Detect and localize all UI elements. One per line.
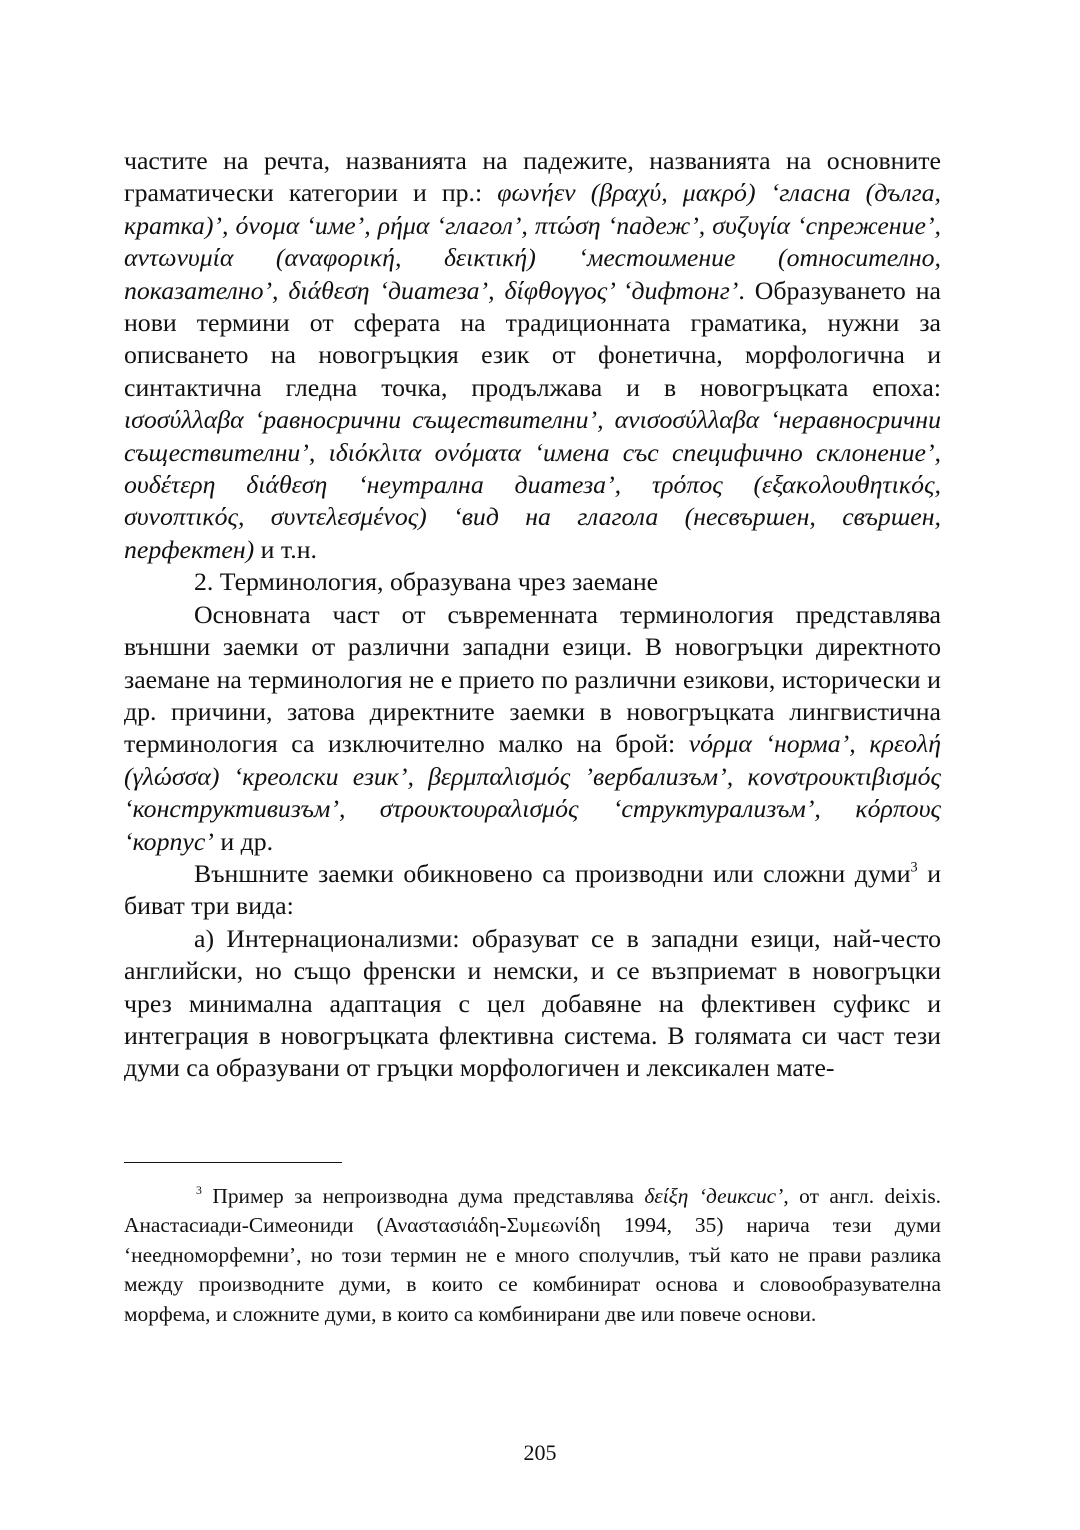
section-heading: 2. Терминология, образувана чрез заемане [194,567,659,597]
paragraph-1-text-c: и т.н. [254,534,317,564]
paragraph-2-greek-terms: νόρμα ‘норма’, κρεολή (γλώσσα) ‘креолски език’, βερμπαλισμός ’вербализъм’, κονστρουκτιβισμός ‘конструктивизъм’, στρουκτουραλισμός ‘структурализъм’, κόρπους ‘корпус’ [124,729,941,856]
footnote-text-b: , от англ. deixis. Анастасиади-Симеониди (Αναστασιάδη-Συμεωνίδη 1994, 35) нарича тези думи ‘нееднoморфемни’, но този термин не е много сполучлив, тъй като не прави разлика между производните думи, в които се комбинират основа и словообразувателна морфема, и сложните думи, в които са комбинирани две или повече основи. [124,1184,942,1326]
paragraph-1 [124,145,941,566]
paragraph-1-text-a: частите на речта, названията на падежите, названията на основните граматически категории и пр.: [124,146,941,208]
paragraph-1-greek-terms-a: φωνήεν (βραχύ, μακρό) ‘гласна (дълга, кратка)’, όνομα ‘име’, ρήμα ‘глагол’, πτώση ‘падеж’, συζυγία ‘спрежение’, αντωνυμία (αναφορική, δεικτική) ‘местоимение (относително, показателно’, διάθεση ‘диатеза’, δίφθογγος’ ‘дифтонг’ [124,178,941,305]
footnote-separator [124,1162,342,1163]
footnote-text [124,1182,941,1329]
paragraph-1-greek-terms-b: ισοσύλλαβα ‘равносрични съществителни’, ανισοσύλλαβα ‘неравносрични съществителни’, ιδιόκλιτα ονόματα ‘имена със специфично склонение’, ουδέτερη διάθεση ‘неутрална диатеза’, τρόπος (εξακολουθητικός, συνοπτικός, συντελεσμένος) ‘вид на глагола (несвършен, свършен, перфектен) [124,405,941,564]
paragraph-2 [124,599,941,858]
paragraph-2-text-b: и др. [213,826,274,856]
footnote-reference[interactable]: 3 [910,859,918,876]
page-number: 205 [523,1440,557,1465]
paragraph-3-text-a: Външните заемки обикновено са производни или сложни думи [194,858,911,888]
footnote [124,1182,941,1329]
paragraph-1-text-b: . Образуването на нови термини от сферата на традиционната граматика, нужни за описването на новогръцкия език от фонетична, морфологична и синтактична гледна точка, продължава и в новогръцката епоха: [124,275,941,402]
paragraph-2-text-a: Основната част от съвременната терминология представлява външни заемки от различни западни езици. В новогръцки директното заемане на терминология не е прието по различни езикови, исторически и др. причини, затова директните заемки в новогръцката лингвистична терминология са изключително малко на брой: [124,599,941,759]
footnote-number: 3 [196,1184,202,1198]
footnote-greek-term: δείξη ‘деиксис’ [644,1184,784,1208]
paragraph-4 [124,923,941,1085]
paragraph-3-text-b: и биват три вида: [124,858,941,921]
paragraph-4-text: а) Интернационализми: образуват се в западни езици, най-често английски, но също френски и немски, и се възприемат в новогръцки чрез минимална адаптация с цел добавяне на флективен суфикс и интеграция в новогръцката флективна система. В голямата си част тези думи са образувани от гръцки морфологичен и лексикален мате- [124,923,941,1083]
footnote-text-a: Пример за непроизводна дума представлява [201,1184,645,1208]
main-text [124,145,941,1085]
paragraph-3 [124,858,941,923]
